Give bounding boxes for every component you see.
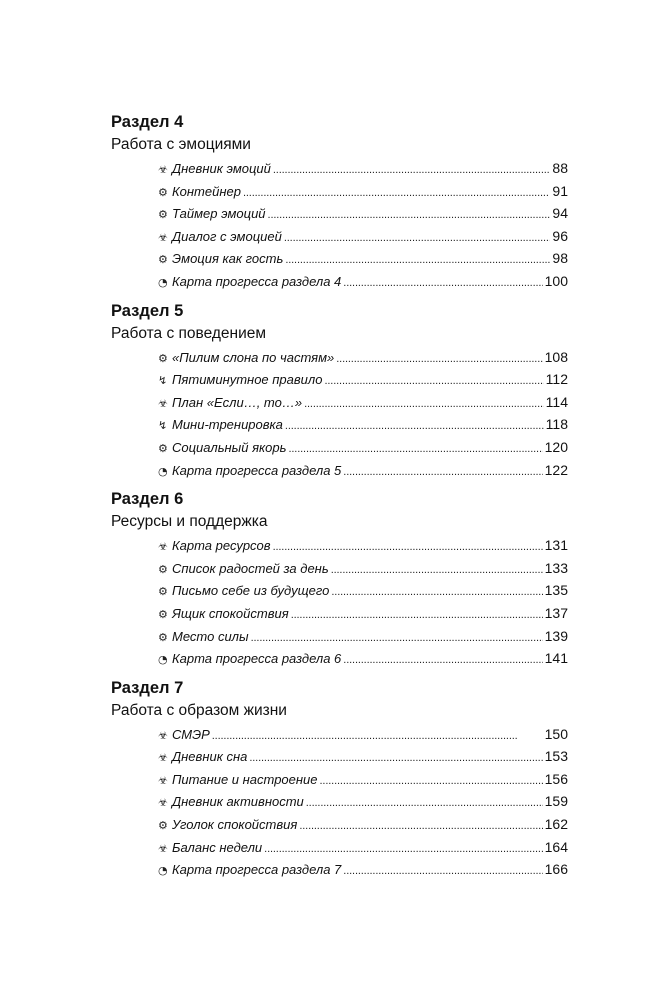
entry-title: Письмо себе из будущего xyxy=(172,583,330,599)
dot-leader xyxy=(331,559,543,582)
page-number: 114 xyxy=(545,393,568,410)
dot-leader xyxy=(243,182,550,205)
section-title: Работа с образом жизни xyxy=(111,701,287,719)
bolt-icon: ↯ xyxy=(158,374,168,388)
entry-title: Контейнер xyxy=(172,183,241,199)
toc-section xyxy=(111,301,571,482)
dot-leader xyxy=(299,815,542,838)
dot-leader xyxy=(331,581,542,604)
bolt-down-icon: ☣ xyxy=(158,163,168,176)
page-number: 120 xyxy=(544,438,568,455)
section-label: Раздел 6 xyxy=(111,490,184,509)
section-title: Работа с поведением xyxy=(111,324,267,342)
toc-entry[interactable] xyxy=(158,368,568,391)
gear-icon: ⚙ xyxy=(158,630,168,644)
page-number: 118 xyxy=(545,416,568,433)
page-number: 159 xyxy=(544,793,568,810)
toc-entry[interactable] xyxy=(158,180,568,203)
page-number: 153 xyxy=(544,748,568,765)
toc-entry[interactable] xyxy=(158,745,568,768)
progress-icon: ◔ xyxy=(158,864,168,878)
page-number: 137 xyxy=(544,604,568,621)
entry-title: Ящик спокойствия xyxy=(172,605,289,621)
page-number: 88 xyxy=(552,160,568,176)
dot-leader xyxy=(324,370,543,393)
toc-entry[interactable] xyxy=(158,225,568,248)
toc-entry[interactable] xyxy=(158,436,568,459)
entry-title: Таймер эмоций xyxy=(172,206,266,222)
dot-leader xyxy=(320,770,543,793)
gear-icon: ⚙ xyxy=(158,607,168,621)
dot-leader xyxy=(284,227,551,250)
progress-icon: ◔ xyxy=(158,653,168,667)
toc-entry[interactable] xyxy=(158,579,568,602)
toc-entry[interactable] xyxy=(158,602,568,625)
page-number: 139 xyxy=(544,627,568,644)
toc-entry[interactable] xyxy=(158,413,568,436)
gear-icon: ⚙ xyxy=(158,819,168,833)
entry-title: Пятиминутное правило xyxy=(172,372,323,388)
progress-icon: ◔ xyxy=(158,464,168,478)
entry-title: Уголок спокойствия xyxy=(172,817,298,833)
toc-entry[interactable] xyxy=(158,557,568,580)
gear-icon: ⚙ xyxy=(158,441,168,455)
gear-icon: ⚙ xyxy=(158,351,168,365)
page-number: 96 xyxy=(552,227,568,244)
table-of-contents xyxy=(111,112,571,889)
dot-leader xyxy=(285,249,550,272)
page-number: 94 xyxy=(552,205,568,222)
dot-leader xyxy=(306,792,543,815)
section-title: Ресурсы и поддержка xyxy=(111,513,268,531)
bolt-down-icon: ☣ xyxy=(158,728,168,742)
entry-list xyxy=(111,534,571,670)
dot-leader xyxy=(251,627,543,650)
entry-title: Карта ресурсов xyxy=(172,538,271,554)
entry-title: СМЭР xyxy=(172,726,210,742)
toc-entry[interactable] xyxy=(158,247,568,270)
dot-leader xyxy=(273,159,551,182)
entry-title: Питание и настроение xyxy=(172,771,318,787)
gear-icon: ⚙ xyxy=(158,185,168,199)
dot-leader xyxy=(304,393,544,416)
entry-title: Карта прогресса раздела 5 xyxy=(172,462,342,478)
page-number: 133 xyxy=(544,559,568,576)
gear-icon: ⚙ xyxy=(158,585,168,599)
toc-entry[interactable] xyxy=(158,157,568,180)
entry-title: Место силы xyxy=(172,628,249,644)
entry-title: Мини-тренировка xyxy=(172,417,283,433)
dot-leader xyxy=(268,204,551,227)
entry-title: Баланс недели xyxy=(172,839,263,855)
page-number: 91 xyxy=(552,182,568,199)
page-number: 150 xyxy=(544,725,568,742)
toc-entry[interactable] xyxy=(158,391,568,414)
dot-leader xyxy=(343,860,542,883)
toc-section xyxy=(111,489,571,670)
bolt-icon: ↯ xyxy=(158,419,168,433)
toc-entry[interactable] xyxy=(158,723,568,746)
bolt-down-icon: ☣ xyxy=(158,773,168,787)
toc-entry[interactable] xyxy=(158,858,568,881)
gear-icon: ⚙ xyxy=(158,253,168,267)
page-number: 135 xyxy=(544,582,568,599)
toc-entry[interactable] xyxy=(158,836,568,859)
toc-section xyxy=(111,112,571,293)
page-number: 112 xyxy=(545,371,568,388)
dot-leader xyxy=(343,461,542,484)
toc-entry[interactable] xyxy=(158,768,568,791)
entry-title: Диалог с эмоцией xyxy=(172,228,282,244)
dot-leader xyxy=(249,747,542,770)
toc-entry[interactable] xyxy=(158,459,568,482)
bolt-down-icon: ☣ xyxy=(158,796,168,810)
gear-icon: ⚙ xyxy=(158,562,168,576)
dot-leader xyxy=(285,415,544,438)
section-title: Работа с эмоциями xyxy=(111,136,251,153)
bolt-down-icon: ☣ xyxy=(158,540,168,554)
page-number: 98 xyxy=(552,250,568,267)
entry-title: Эмоция как гость xyxy=(172,251,284,267)
entry-title: План «Если…, то…» xyxy=(172,394,303,410)
gear-icon: ⚙ xyxy=(158,208,168,222)
page-number: 156 xyxy=(544,770,568,787)
entry-list xyxy=(111,723,571,881)
entry-list xyxy=(111,157,571,293)
entry-title: Список радостей за день xyxy=(172,560,329,576)
bolt-down-icon: ☣ xyxy=(158,396,168,410)
dot-leader xyxy=(343,272,542,295)
entry-list xyxy=(111,346,571,482)
toc-entry[interactable] xyxy=(158,346,568,369)
toc-entry[interactable] xyxy=(158,790,568,813)
dot-leader xyxy=(288,438,542,461)
page-number: 166 xyxy=(544,861,568,878)
dot-leader xyxy=(273,536,543,559)
toc-entry[interactable] xyxy=(158,202,568,225)
section-label: Раздел 7 xyxy=(111,678,184,697)
page-number: 108 xyxy=(544,348,568,365)
page-number: 162 xyxy=(544,816,568,833)
toc-entry[interactable] xyxy=(158,625,568,648)
dot-leader xyxy=(336,348,542,371)
page-number: 131 xyxy=(544,537,568,554)
entry-title: Карта прогресса раздела 7 xyxy=(172,862,342,878)
page-number: 141 xyxy=(544,650,568,667)
dot-leader xyxy=(264,838,542,861)
bolt-down-icon: ☣ xyxy=(158,751,168,765)
toc-entry[interactable] xyxy=(158,813,568,836)
page-number: 100 xyxy=(544,272,568,289)
toc-section xyxy=(111,678,571,881)
page-number: 122 xyxy=(544,461,568,478)
entry-title: Социальный якорь xyxy=(172,439,287,455)
bolt-down-icon: ☣ xyxy=(158,841,168,855)
bolt-down-icon: ☣ xyxy=(158,230,168,244)
entry-title: Дневник эмоций xyxy=(172,161,271,176)
entry-title: Дневник сна xyxy=(172,749,248,765)
section-label: Раздел 5 xyxy=(111,301,184,320)
toc-entry[interactable] xyxy=(158,647,568,670)
entry-title: «Пилим слона по частям» xyxy=(172,349,335,365)
page-number: 164 xyxy=(544,838,568,855)
dot-leader xyxy=(291,604,543,627)
progress-icon: ◔ xyxy=(158,275,168,289)
dot-leader xyxy=(212,725,543,748)
toc-entry[interactable] xyxy=(158,270,568,293)
entry-title: Карта прогресса раздела 4 xyxy=(172,273,342,289)
dot-leader xyxy=(343,649,542,672)
entry-title: Карта прогресса раздела 6 xyxy=(172,651,342,667)
toc-entry[interactable] xyxy=(158,534,568,557)
entry-title: Дневник активности xyxy=(172,794,304,810)
section-label: Раздел 4 xyxy=(111,113,184,131)
